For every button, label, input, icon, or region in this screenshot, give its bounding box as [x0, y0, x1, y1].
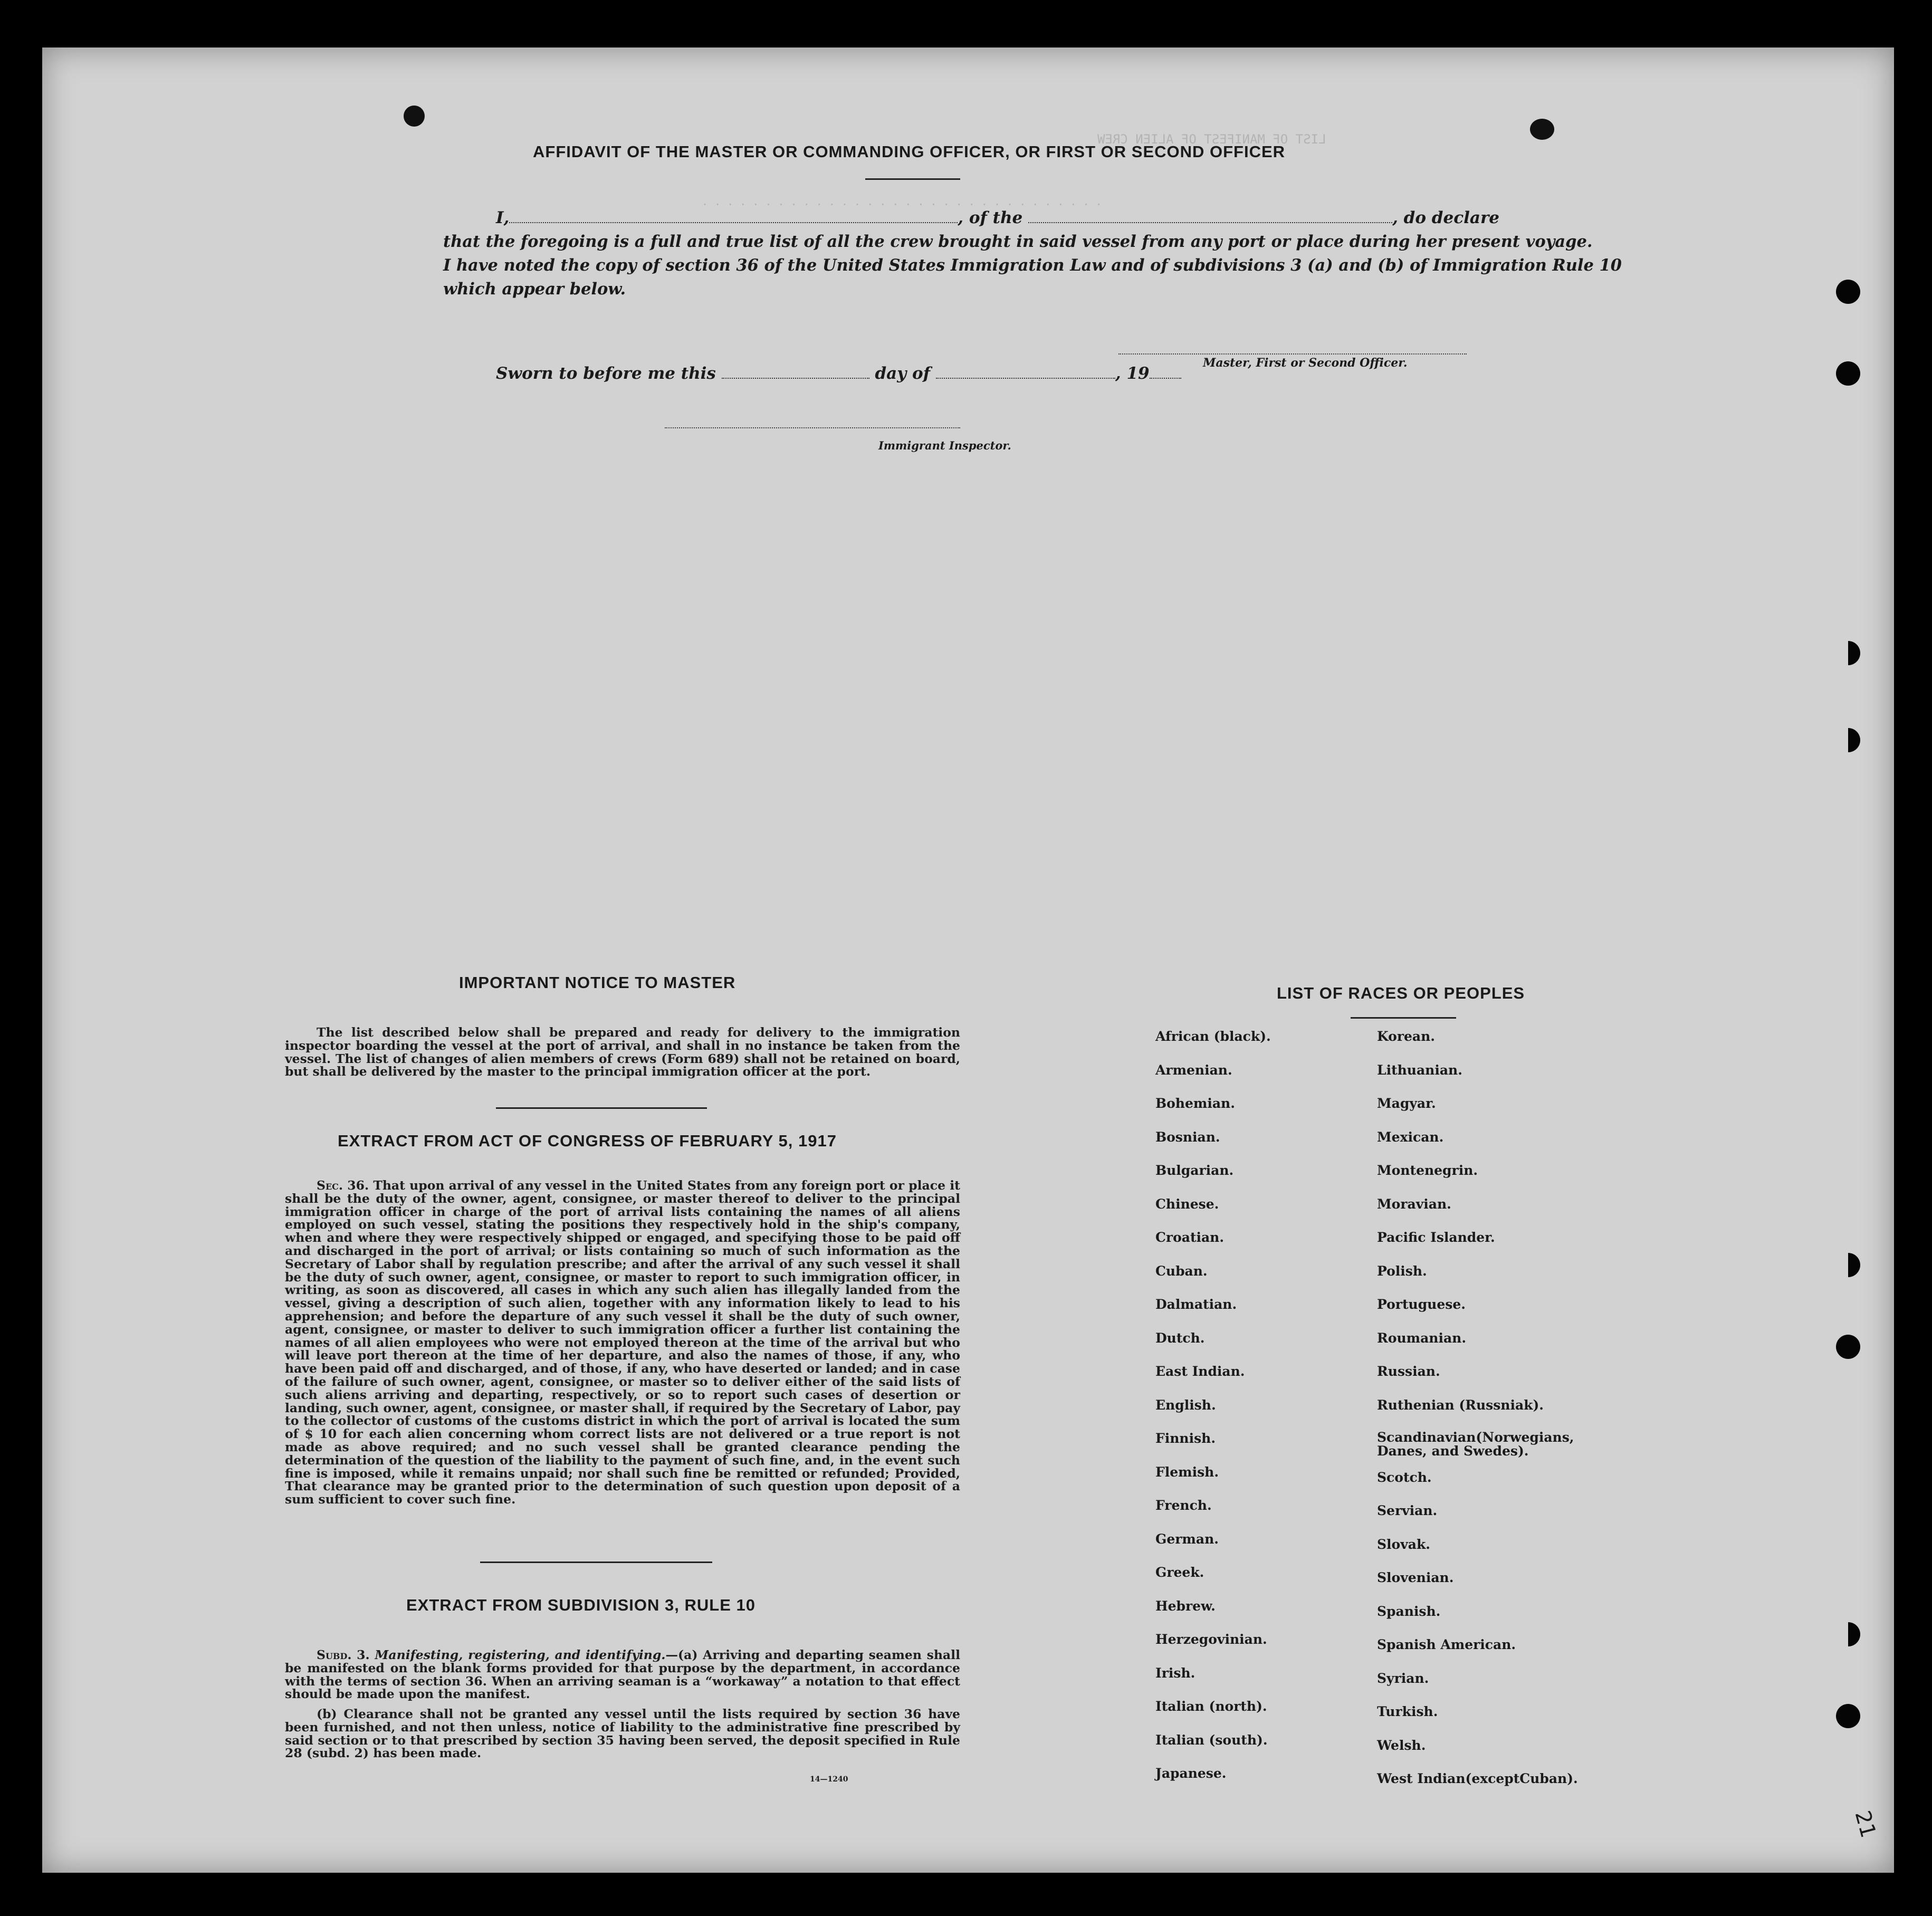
- act-sec-label: Sec. 36.: [317, 1178, 369, 1193]
- rule-body-b: (b) Clearance shall not be granted any vessel until the lists required by section 36 have been furnished, and not then unless, notice of liability to the administrative fine prescribed by said section or to that prescribed by section 35 having been served, the deposit specified in Rule 28 (subd. 2) has been made.: [285, 1707, 960, 1761]
- race-item: Pacific Islander.: [1377, 1230, 1495, 1245]
- race-item: Dutch.: [1155, 1330, 1205, 1346]
- act-text: [285, 1179, 960, 1506]
- race-item: Chinese.: [1155, 1196, 1219, 1212]
- race-item: Italian (south).: [1155, 1732, 1268, 1748]
- race-item: Roumanian.: [1377, 1330, 1467, 1346]
- notice-title: IMPORTANT NOTICE TO MASTER: [459, 973, 736, 992]
- sworn-year-blank: [1150, 367, 1181, 379]
- divider: [480, 1561, 712, 1563]
- punch-hole: [1836, 1622, 1860, 1646]
- race-item: Magyar.: [1377, 1096, 1436, 1111]
- race-item: Spanish American.: [1377, 1637, 1516, 1652]
- race-item: West Indian(exceptCuban).: [1377, 1771, 1578, 1786]
- race-item: Welsh.: [1377, 1737, 1426, 1753]
- affidavit-title: AFFIDAVIT OF THE MASTER OR COMMANDING OFFICER, OR FIRST OR SECOND OFFICER: [533, 142, 1286, 161]
- race-item: Cuban.: [1155, 1263, 1208, 1279]
- sworn-prefix: Sworn to before me this: [496, 364, 716, 383]
- rule-heading: Manifesting, registering, and identifying.: [375, 1647, 666, 1662]
- race-item: Korean.: [1377, 1029, 1436, 1044]
- document-page: [42, 47, 1894, 1873]
- race-item: Montenegrin.: [1377, 1163, 1478, 1178]
- race-item: Slovak.: [1377, 1536, 1430, 1552]
- vessel-blank: [1028, 212, 1392, 223]
- race-item: Croatian.: [1155, 1230, 1225, 1245]
- rule-title: EXTRACT FROM SUBDIVISION 3, RULE 10: [406, 1596, 755, 1614]
- race-item: Hebrew.: [1155, 1598, 1216, 1614]
- affidavit-line-1: [496, 208, 1499, 227]
- punch-hole: [1836, 361, 1860, 386]
- race-item: Flemish.: [1155, 1464, 1219, 1480]
- divider: [865, 178, 960, 180]
- race-item: Armenian.: [1155, 1062, 1232, 1078]
- punch-hole: [1836, 728, 1860, 752]
- race-item: Scotch.: [1377, 1469, 1432, 1485]
- sworn-month-blank: [936, 367, 1115, 379]
- act-title: EXTRACT FROM ACT OF CONGRESS OF FEBRUARY 5, 1917: [338, 1132, 837, 1150]
- notice-body: The list described below shall be prepared and ready for delivery to the immigration inspector boarding the vessel at the port of arrival, and shall in no instance be taken from the vessel. The list of changes of alien members of crews (Form 689) shall not be retained on board, but shall be delivered by the master to the principal immigration officer at the port.: [285, 1025, 960, 1079]
- punch-hole: [1836, 1253, 1860, 1277]
- affidavit-line-2: that the foregoing is a full and true list of all the crew brought in said vessel from any port or place during her present voyage.: [443, 232, 1593, 251]
- punch-hole: [1836, 641, 1860, 665]
- rule-text-b: [285, 1708, 960, 1760]
- signature-label: Master, First or Second Officer.: [1203, 356, 1408, 370]
- race-item: Irish.: [1155, 1665, 1195, 1681]
- affidavit-line-3: I have noted the copy of section 36 of the United States Immigration Law and of subdivisions 3 (a) and (b) of Immigration Rule 10: [443, 256, 1622, 275]
- race-item: Bulgarian.: [1155, 1163, 1234, 1178]
- punch-hole: [1836, 280, 1860, 304]
- divider: [1351, 1017, 1456, 1019]
- name-blank: [509, 212, 958, 223]
- punch-hole: [1836, 1335, 1860, 1359]
- notice-text: [285, 1026, 960, 1078]
- bleed-through-text: LIST OF MANIFEST OF ALIEN CREW: [1097, 132, 1326, 147]
- race-item: East Indian.: [1155, 1364, 1245, 1379]
- race-item: Herzegovinian.: [1155, 1632, 1267, 1647]
- paper-damage: [1530, 119, 1554, 140]
- race-item: African (black).: [1155, 1029, 1271, 1044]
- sworn-day-blank: [722, 367, 869, 379]
- race-item: Russian.: [1377, 1364, 1440, 1379]
- paper-damage: [404, 106, 425, 127]
- day-of-label: day of: [875, 364, 931, 383]
- race-item: Moravian.: [1377, 1196, 1451, 1212]
- sworn-line: [496, 364, 1181, 383]
- race-item: Syrian.: [1377, 1670, 1429, 1686]
- bleed-through-text: . . . . . . . . . . . . . . . . . . . . . . . . . . . . . . . .: [702, 195, 1102, 208]
- rule-text-a: [285, 1649, 960, 1701]
- act-body: That upon arrival of any vessel in the United States from any foreign port or place it shall be the duty of the owner, agent, consignee, or master thereof to deliver to the principal immigration officer in charge of the port of arrival lists containing the names of all aliens employed on such vessel, stating the positions they respectively hold in the ship's company, when and where they were respectively shipped or engaged, and specifying those to be paid off and discharged in the port of arrival; or lists containing so much of such information as the Secretary of Labor shall by regulation prescribe; and after the arrival of any such vessel it shall be the duty of such owner, agent, consignee, or master to report to such immigration officer, in writing, as soon as discovered, all cases in which any such alien has illegally landed from the vessel, giving a description of such alien, together with any information likely to lead to his apprehension; and before the departure of any such vessel it shall be the duty of such owner, agent, consignee, or master to deliver to such immigration officer a further list containing the names of all alien employees who were not employed thereon at the time of the arrival but who will leave port thereon at the time of her departure, and also the names of those, if any, who have been paid off and discharged, and of those, if any, who have deserted or landed; and in case of the failure of such owner, agent, consignee, or master so to deliver either of the said lists of such aliens arriving and departing, respectively, or so to report such cases of desertion or landing, such owner, agent, consignee, or master shall, if required by the Secretary of Labor, pay to the collector of customs of the customs district in which the port of arrival is located the sum of $ 10 for each alien concerning whom correct lists are not delivered or a true report is not made as above required; and no such vessel shall be granted clearance pending the determination of the question of the liability to the payment of such fine, and, in the event such fine is imposed, while it remains unpaid; nor shall such fine be remitted or refunded; Provided, That clearance may be granted prior to the determination of such question upon deposit of a sum sufficient to cover such fine.: [285, 1178, 960, 1507]
- race-item: Polish.: [1377, 1263, 1427, 1279]
- race-item: Ruthenian (Russniak).: [1377, 1397, 1544, 1413]
- race-item: Spanish.: [1377, 1603, 1441, 1619]
- affidavit-i-label: I,: [496, 208, 510, 227]
- race-item: Lithuanian.: [1377, 1062, 1462, 1078]
- year-prefix: , 19: [1115, 364, 1150, 383]
- race-item: Slovenian.: [1377, 1570, 1454, 1585]
- rule-subd-label: Subd. 3.: [317, 1647, 370, 1662]
- race-item: Japanese.: [1155, 1766, 1227, 1781]
- race-item: Scandinavian(Norwegians, Danes, and Swedes).: [1377, 1430, 1574, 1459]
- race-item: Finnish.: [1155, 1431, 1216, 1446]
- race-item: Portuguese.: [1377, 1297, 1466, 1312]
- races-title: LIST OF RACES OR PEOPLES: [1277, 984, 1525, 1002]
- divider: [496, 1107, 707, 1109]
- rule-body-a: —(a) Arriving and departing seamen shall be manifested on the blank forms provided for that purpose by the department, in accordance with the terms of section 36. When an arriving seaman is a “workaway” a notation to that effect should be made upon the manifest.: [285, 1647, 960, 1702]
- inspector-signature-line: [665, 426, 960, 428]
- race-item: English.: [1155, 1397, 1216, 1413]
- race-item: Greek.: [1155, 1565, 1204, 1580]
- affidavit-line-4: which appear below.: [443, 280, 626, 299]
- signature-line: [1118, 352, 1467, 355]
- race-item: Turkish.: [1377, 1704, 1438, 1719]
- race-item: French.: [1155, 1498, 1212, 1513]
- punch-hole: [1836, 1704, 1860, 1728]
- affidavit-do-declare: , do declare: [1392, 208, 1500, 227]
- race-item: Bosnian.: [1155, 1129, 1220, 1145]
- form-number: 14—1240: [810, 1775, 848, 1784]
- race-item: Mexican.: [1377, 1129, 1444, 1145]
- inspector-label: Immigrant Inspector.: [878, 439, 1011, 452]
- race-item: Dalmatian.: [1155, 1297, 1237, 1312]
- race-item: Servian.: [1377, 1503, 1438, 1518]
- race-item: Italian (north).: [1155, 1699, 1267, 1714]
- race-item: German.: [1155, 1531, 1219, 1547]
- race-item: Bohemian.: [1155, 1096, 1235, 1111]
- corner-mark: 21: [1850, 1808, 1881, 1841]
- affidavit-of-the: , of the: [958, 208, 1023, 227]
